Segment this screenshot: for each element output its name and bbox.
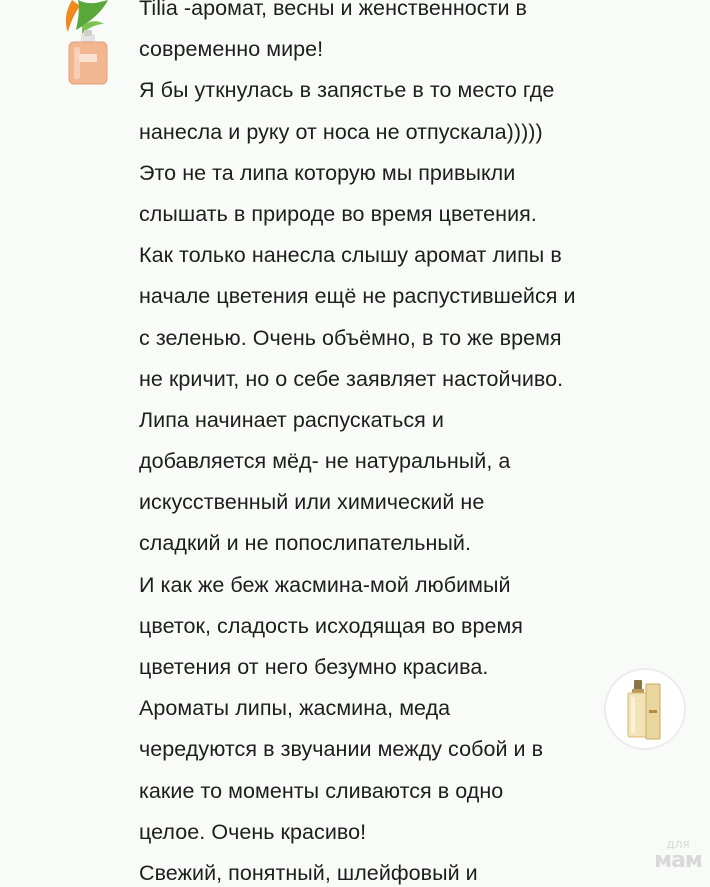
review-line: с зеленью. Очень объёмно, в то же время: [139, 325, 562, 350]
review-line: начале цветения ещё не распустившейся и: [139, 284, 576, 309]
review-line: цветок, сладость исходящая во время: [139, 613, 524, 638]
review-line: современно мире!: [139, 37, 324, 62]
perfume-bottle-avatar-icon: [50, 0, 126, 100]
site-watermark: [648, 838, 708, 887]
review-line: чередуются в звучании между собой и в: [139, 737, 544, 762]
review-line: искусственный или химический не: [139, 490, 485, 515]
review-line: Липа начинает распускаться и: [139, 407, 444, 432]
user-avatar[interactable]: [50, 0, 126, 100]
review-line: цветения от него безумно красива.: [139, 655, 489, 679]
review-line: какие то моменты сливаются в одно: [139, 778, 504, 803]
watermark-top-text: для: [666, 837, 690, 851]
review-line: нанесла и руку от носа не отпускала))))): [139, 119, 543, 144]
review-line: сладкий и не попослипательный.: [139, 531, 472, 556]
perfume-bottle-product-icon: [606, 670, 684, 748]
watermark-main-text: мам: [654, 848, 702, 873]
review-line: Это не та липа которую мы привыкли: [139, 160, 516, 185]
review-line: добавляется мёд- не натуральный, а: [139, 449, 511, 474]
review-line: Как только нанесла слышу аромат липы в: [139, 243, 562, 268]
review-line: целое. Очень красиво!: [139, 819, 367, 844]
review-line: Я бы уткнулась в запястье в то место где: [139, 78, 555, 103]
review-line: Tilia -аромат, весны и женственности в: [139, 0, 528, 20]
product-thumbnail[interactable]: [604, 668, 686, 750]
review-line: не кричит, но о себе заявляет настойчиво.: [139, 366, 564, 391]
review-line: И как же беж жасмина-мой любимый: [139, 572, 511, 597]
review-text: [139, 0, 699, 887]
review-line: Ароматы липы, жасмина, меда: [139, 696, 451, 721]
review-line: Свежий, понятный, шлейфовый и: [139, 860, 478, 885]
review-line: слышать в природе во время цветения.: [139, 201, 537, 226]
